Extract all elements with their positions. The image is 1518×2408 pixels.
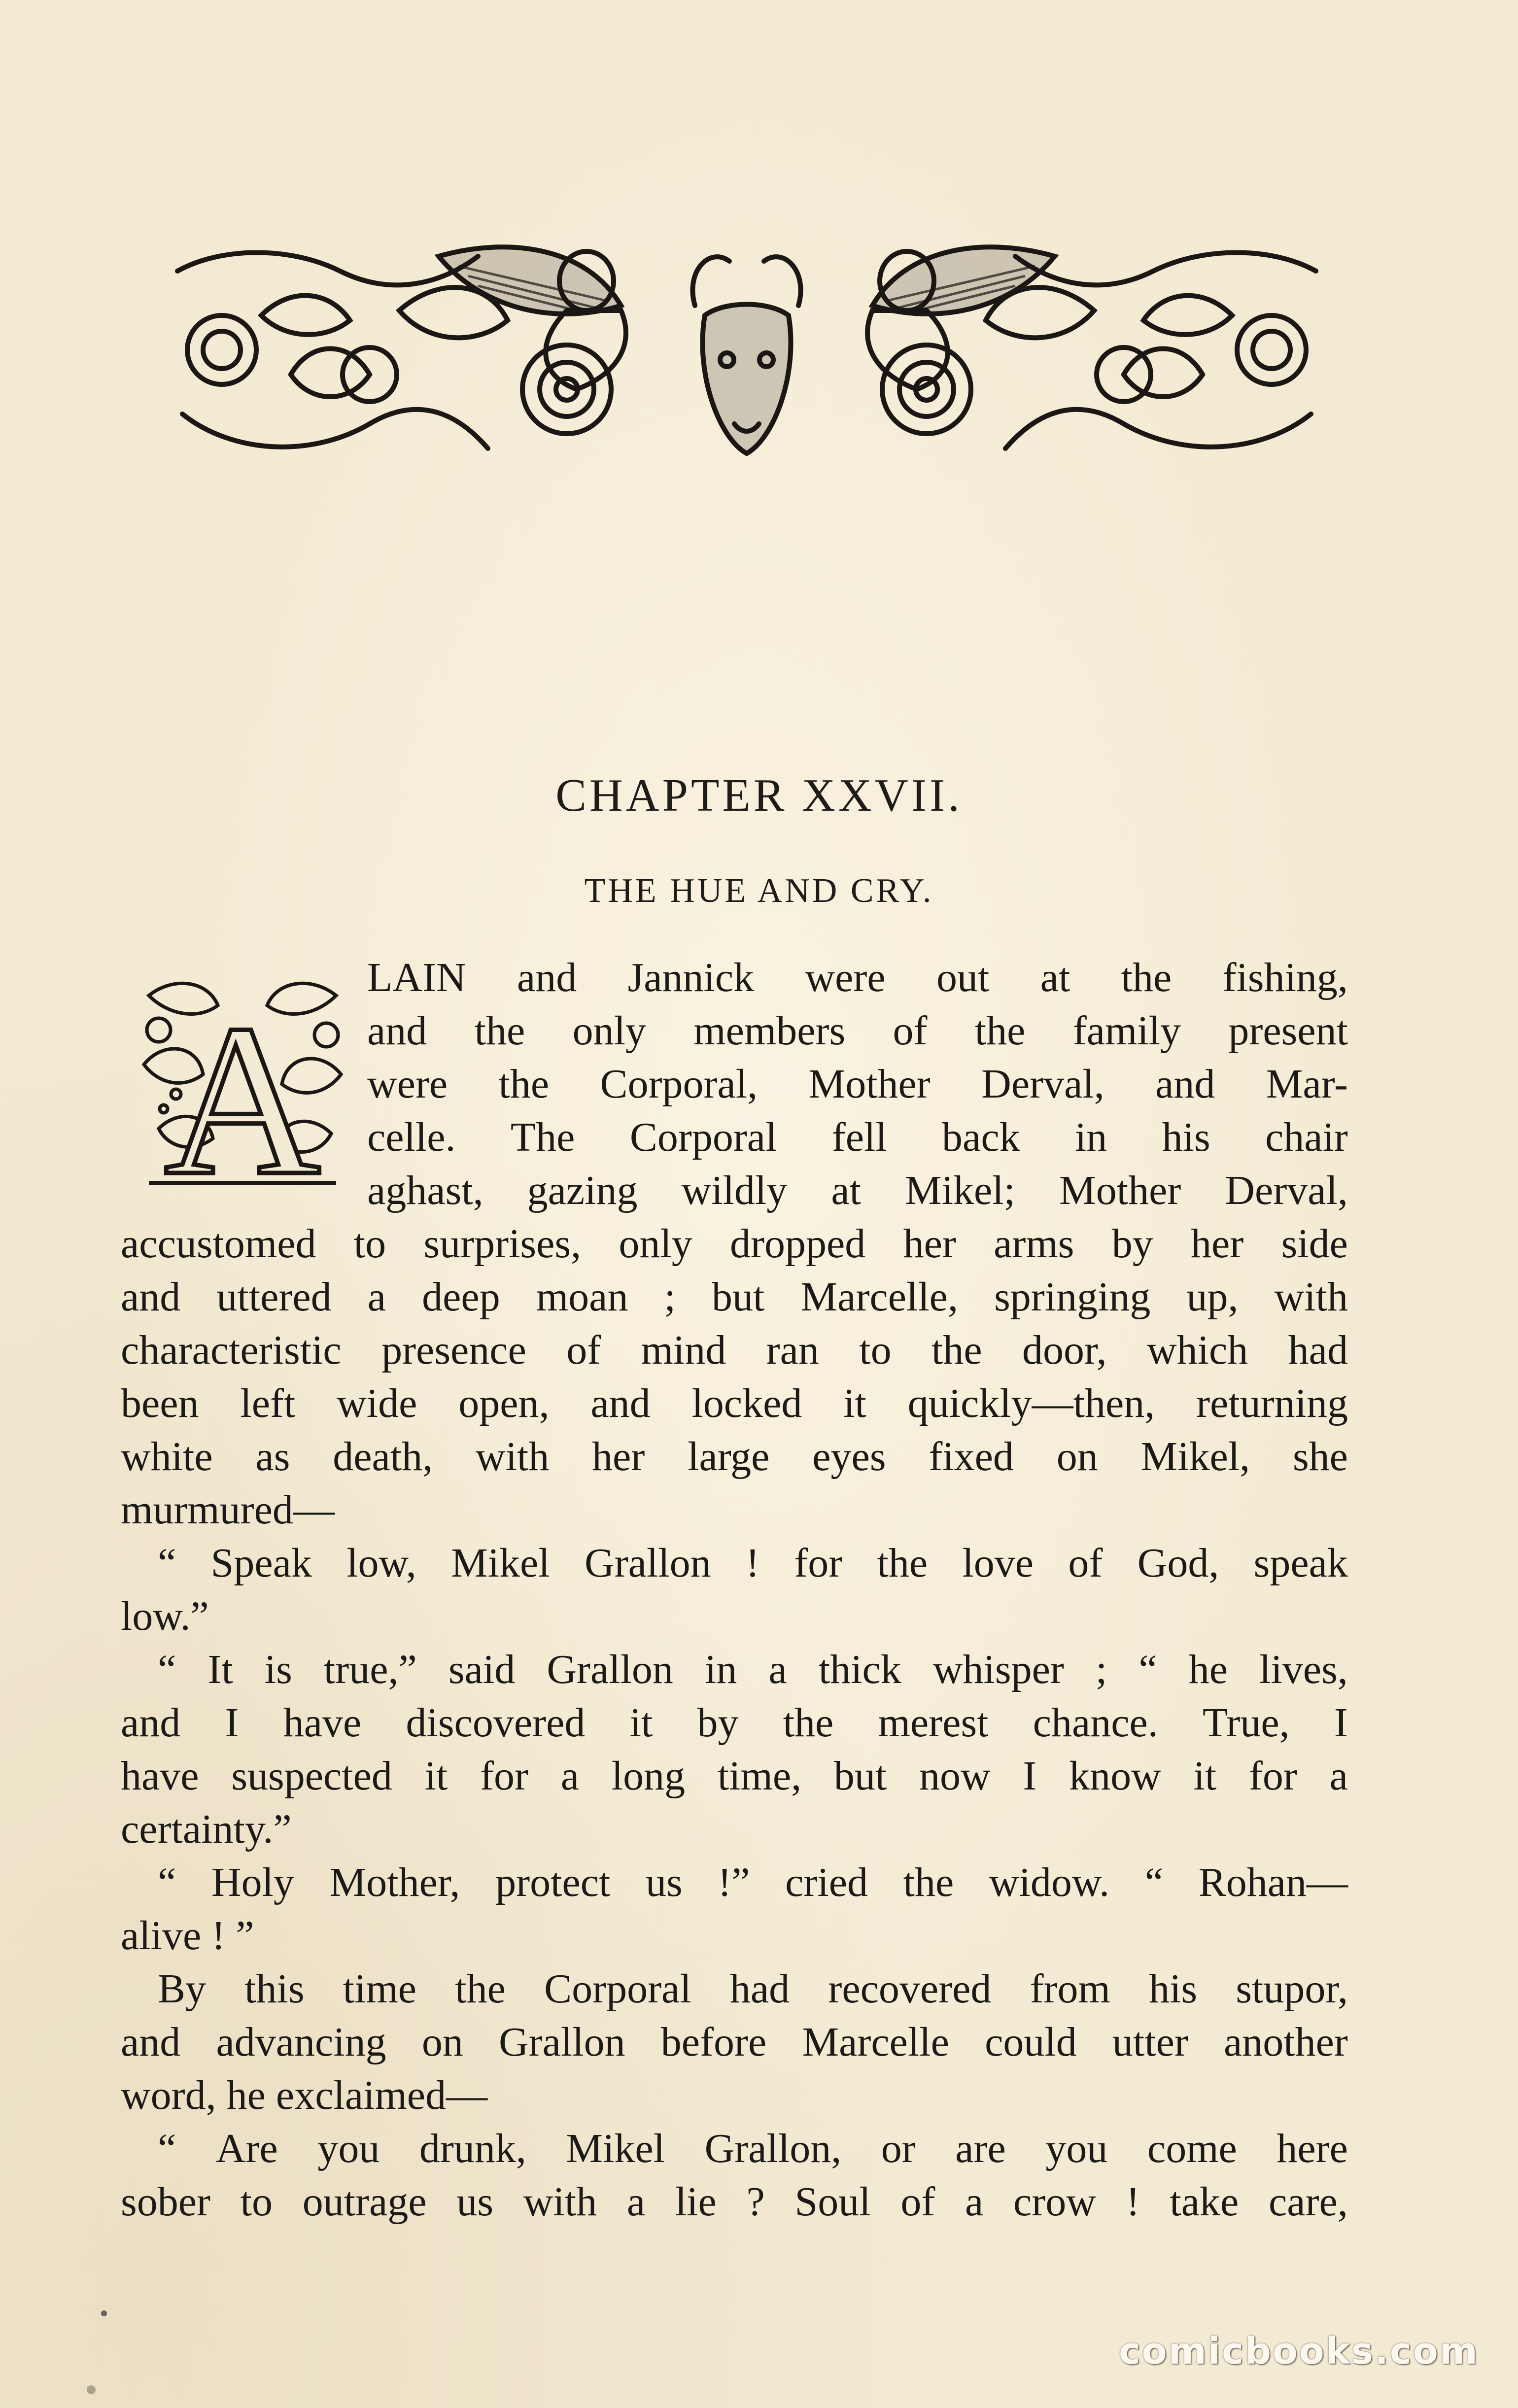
word: True, (1203, 1700, 1290, 1746)
word: left (240, 1380, 296, 1426)
word: Marcelle, (800, 1274, 958, 1320)
word: to (240, 2179, 273, 2225)
word: moan (536, 1274, 628, 1320)
word: the (455, 1966, 506, 2012)
word: for (794, 1540, 843, 1586)
word: arms (994, 1221, 1074, 1267)
word: and (121, 2019, 181, 2065)
text-line (121, 1750, 1348, 1803)
word: lie (675, 2179, 717, 2225)
word: have (121, 1753, 199, 1799)
word: back (942, 1114, 1020, 1160)
word: Mother, (329, 1859, 460, 1905)
word: of (893, 1008, 928, 1054)
word: Mikel (566, 2126, 665, 2171)
word: “ (158, 1859, 176, 1905)
word: from (1030, 1966, 1110, 2012)
word: the (877, 1540, 928, 1586)
word: Grallon, (704, 2126, 842, 2171)
word: here (1276, 2126, 1348, 2171)
word: it (629, 1700, 653, 1746)
word: take (1170, 2179, 1239, 2225)
word: “ (158, 2126, 176, 2171)
ornamental-headpiece (163, 227, 1331, 483)
word: suspected (231, 1753, 392, 1799)
word: come (1147, 2126, 1237, 2171)
word: the (498, 1061, 550, 1107)
text-line (121, 1962, 1348, 2016)
word: “ (158, 1647, 176, 1692)
word: for (1248, 1753, 1297, 1799)
word: Corporal (544, 1966, 691, 2012)
word: Derval, (981, 1061, 1104, 1107)
word: it (843, 1380, 866, 1426)
word: thick (818, 1647, 901, 1692)
word: Derval, (1225, 1168, 1348, 1213)
word: the (1121, 955, 1172, 1000)
word: long (611, 1753, 686, 1799)
word: in (1074, 1114, 1107, 1160)
word: a (1329, 1753, 1348, 1799)
text-line (121, 1111, 1348, 1164)
word: time, (717, 1753, 802, 1799)
word: at (831, 1168, 861, 1213)
word: time (343, 1966, 417, 2012)
word: deep (422, 1274, 500, 1320)
word: on (421, 2019, 463, 2065)
word: outrage (302, 2179, 427, 2225)
word: us (456, 2179, 494, 2225)
word: Are (215, 2126, 278, 2171)
word: fixed (929, 1434, 1014, 1479)
word: and (590, 1380, 651, 1426)
word: in (705, 1647, 737, 1692)
word: and (121, 1700, 181, 1746)
word: !” (718, 1859, 750, 1905)
word: a (367, 1274, 386, 1320)
word: by (697, 1700, 739, 1746)
text-line (121, 1856, 1348, 1909)
word: and (1155, 1061, 1215, 1107)
word: Corporal, (600, 1061, 758, 1107)
word: is (264, 1647, 292, 1692)
word: only (619, 1221, 692, 1267)
word: uttered (216, 1274, 332, 1320)
word: for (480, 1753, 528, 1799)
word: as (255, 1434, 290, 1479)
text-line (121, 2175, 1348, 2229)
word: Grallon (547, 1647, 673, 1692)
word: “ (158, 1540, 176, 1586)
word: or (881, 2126, 916, 2171)
word: wide (337, 1380, 417, 1426)
word: drunk, (419, 2126, 526, 2171)
word: presence (381, 1327, 526, 1373)
text-line (121, 1217, 1348, 1271)
text-line (121, 1164, 1348, 1217)
word: I (1023, 1753, 1037, 1799)
word: her (1191, 1221, 1244, 1267)
word: crow (1013, 2179, 1096, 2225)
word: to (859, 1327, 892, 1373)
word: fell (831, 1114, 887, 1160)
word: It (207, 1647, 233, 1692)
word: I (1334, 1700, 1348, 1746)
word: dropped (730, 1221, 866, 1267)
word: are (955, 2126, 1006, 2171)
text-line (121, 1430, 1348, 1483)
word: cried (785, 1859, 868, 1905)
word: door, (1022, 1327, 1107, 1373)
word: love (962, 1540, 1034, 1586)
word: aghast, (367, 1168, 483, 1213)
text-line (121, 951, 1348, 1004)
word: were (367, 1061, 448, 1107)
word: Grallon (585, 1540, 711, 1586)
word: this (244, 1966, 305, 2012)
word: which (1147, 1327, 1248, 1373)
word: her (903, 1221, 956, 1267)
word: had (1288, 1327, 1348, 1373)
word: protect (495, 1859, 611, 1905)
text-line (121, 2122, 1348, 2175)
text-line (121, 1271, 1348, 1324)
word: up, (1186, 1274, 1239, 1320)
word: Grallon (499, 2019, 625, 2065)
chapter-heading: CHAPTER XXVII. (555, 770, 963, 821)
word: white (121, 1434, 213, 1479)
word: with (523, 2179, 597, 2225)
word: Mother (808, 1061, 931, 1107)
word: Jannick (627, 955, 755, 1000)
word: lives, (1259, 1647, 1348, 1692)
word: and (121, 1274, 181, 1320)
text-line (121, 1377, 1348, 1430)
ink-speck (87, 2385, 96, 2394)
word: present (1228, 1008, 1348, 1054)
word: God, (1137, 1540, 1219, 1586)
word: his (1149, 1966, 1198, 2012)
text-line (121, 1004, 1348, 1058)
word: only (572, 1008, 646, 1054)
word: Rohan— (1198, 1859, 1348, 1905)
word: ! (745, 1540, 759, 1586)
text-line: low.” (121, 1593, 209, 1639)
word: ! (1126, 2179, 1140, 2225)
word: Mar- (1266, 1061, 1348, 1107)
word: death, (333, 1434, 433, 1479)
word: ? (746, 2179, 765, 2225)
word: you (317, 2126, 380, 2171)
word: Holy (211, 1859, 294, 1905)
word: us (645, 1859, 683, 1905)
word: had (729, 1966, 790, 2012)
word: stupor, (1236, 1966, 1348, 2012)
word: widow. (989, 1859, 1110, 1905)
word: of (1068, 1540, 1103, 1586)
word: merest (878, 1700, 989, 1746)
word: large (688, 1434, 770, 1479)
word: the (783, 1700, 834, 1746)
word: utter (1112, 2019, 1188, 2065)
word: Speak (210, 1540, 312, 1586)
word: Soul (794, 2179, 871, 2225)
word: discovered (406, 1700, 586, 1746)
word: the (474, 1008, 525, 1054)
word: open, (458, 1380, 550, 1426)
word: returning (1196, 1380, 1348, 1426)
word: members (693, 1008, 846, 1054)
word: chance. (1033, 1700, 1158, 1746)
word: have (283, 1700, 362, 1746)
word: family (1072, 1008, 1181, 1054)
word: the (903, 1859, 954, 1905)
word: ; (1095, 1647, 1107, 1692)
drop-cap-letter: A (164, 980, 321, 1193)
word: out (936, 955, 990, 1000)
word: eyes (812, 1434, 886, 1479)
text-line (121, 1058, 1348, 1111)
word: Mikel (451, 1540, 550, 1586)
word: could (985, 2019, 1077, 2065)
chapter-subtitle: THE HUE AND CRY. (584, 872, 934, 910)
word: before (660, 2019, 767, 2065)
ink-speck (101, 2310, 107, 2316)
word: he (1188, 1647, 1228, 1692)
text-line: murmured— (121, 1487, 335, 1533)
watermark: comicbooks.com (1119, 2330, 1479, 2373)
word: springing (994, 1274, 1151, 1320)
word: her (592, 1434, 645, 1479)
word: and (517, 955, 577, 1000)
word: on (1056, 1434, 1098, 1479)
word: the (932, 1327, 982, 1373)
word: care, (1269, 2179, 1348, 2225)
word: a (965, 2179, 984, 2225)
text-line: alive ! ” (121, 1913, 254, 1959)
word: at (1040, 955, 1070, 1000)
word: mind (641, 1327, 726, 1373)
text-line (121, 1696, 1348, 1750)
word: The (510, 1114, 575, 1160)
word: Marcelle (802, 2019, 949, 2065)
word: said (448, 1647, 516, 1692)
word: I (225, 1700, 239, 1746)
word: recovered (828, 1966, 992, 2012)
word: his (1162, 1114, 1210, 1160)
word: “ (1144, 1859, 1164, 1905)
word: celle. (367, 1114, 456, 1160)
word: with (475, 1434, 550, 1479)
word: been (121, 1380, 199, 1426)
text-line: certainty.” (121, 1806, 292, 1852)
word: of (900, 2179, 935, 2225)
word: speak (1253, 1540, 1348, 1586)
word: LAIN (367, 955, 466, 1000)
word: characteristic (121, 1327, 342, 1373)
word: quickly—then, (907, 1380, 1155, 1426)
text-line (121, 2016, 1348, 2069)
word: now (919, 1753, 991, 1799)
word: were (805, 955, 886, 1000)
word: side (1281, 1221, 1348, 1267)
word: chair (1265, 1114, 1348, 1160)
word: but (712, 1274, 765, 1320)
word: a (560, 1753, 580, 1799)
text-line: word, he exclaimed— (121, 2072, 488, 2118)
word: you (1045, 2126, 1108, 2171)
word: of (566, 1327, 601, 1373)
word: true,” (323, 1647, 417, 1692)
word: another (1224, 2019, 1348, 2065)
text-line (121, 1324, 1348, 1377)
text-line (121, 1537, 1348, 1590)
word: by (1111, 1221, 1153, 1267)
word: accustomed (121, 1221, 316, 1267)
word: low, (346, 1540, 416, 1586)
word: the (974, 1008, 1026, 1054)
word: but (833, 1753, 887, 1799)
text-line (121, 1643, 1348, 1696)
word: fishing, (1222, 955, 1348, 1000)
word: Mikel; (905, 1168, 1015, 1213)
word: it (1193, 1753, 1217, 1799)
word: she (1292, 1434, 1348, 1479)
word: By (158, 1966, 207, 2012)
word: “ (1138, 1647, 1157, 1692)
word: surprises, (423, 1221, 582, 1267)
word: locked (691, 1380, 802, 1426)
word: and (367, 1008, 427, 1054)
word: Mother (1059, 1168, 1181, 1213)
word: gazing (527, 1168, 638, 1213)
word: sober (121, 2179, 210, 2225)
word: ; (664, 1274, 676, 1320)
word: it (424, 1753, 448, 1799)
word: to (353, 1221, 386, 1267)
body-text (121, 951, 1348, 2229)
word: a (626, 2179, 646, 2225)
word: ran (766, 1327, 819, 1373)
word: Corporal (629, 1114, 777, 1160)
word: whisper (932, 1647, 1064, 1692)
word: with (1274, 1274, 1348, 1320)
word: wildly (681, 1168, 788, 1213)
word: a (768, 1647, 787, 1692)
word: Mikel, (1140, 1434, 1250, 1479)
word: advancing (216, 2019, 386, 2065)
word: know (1069, 1753, 1161, 1799)
